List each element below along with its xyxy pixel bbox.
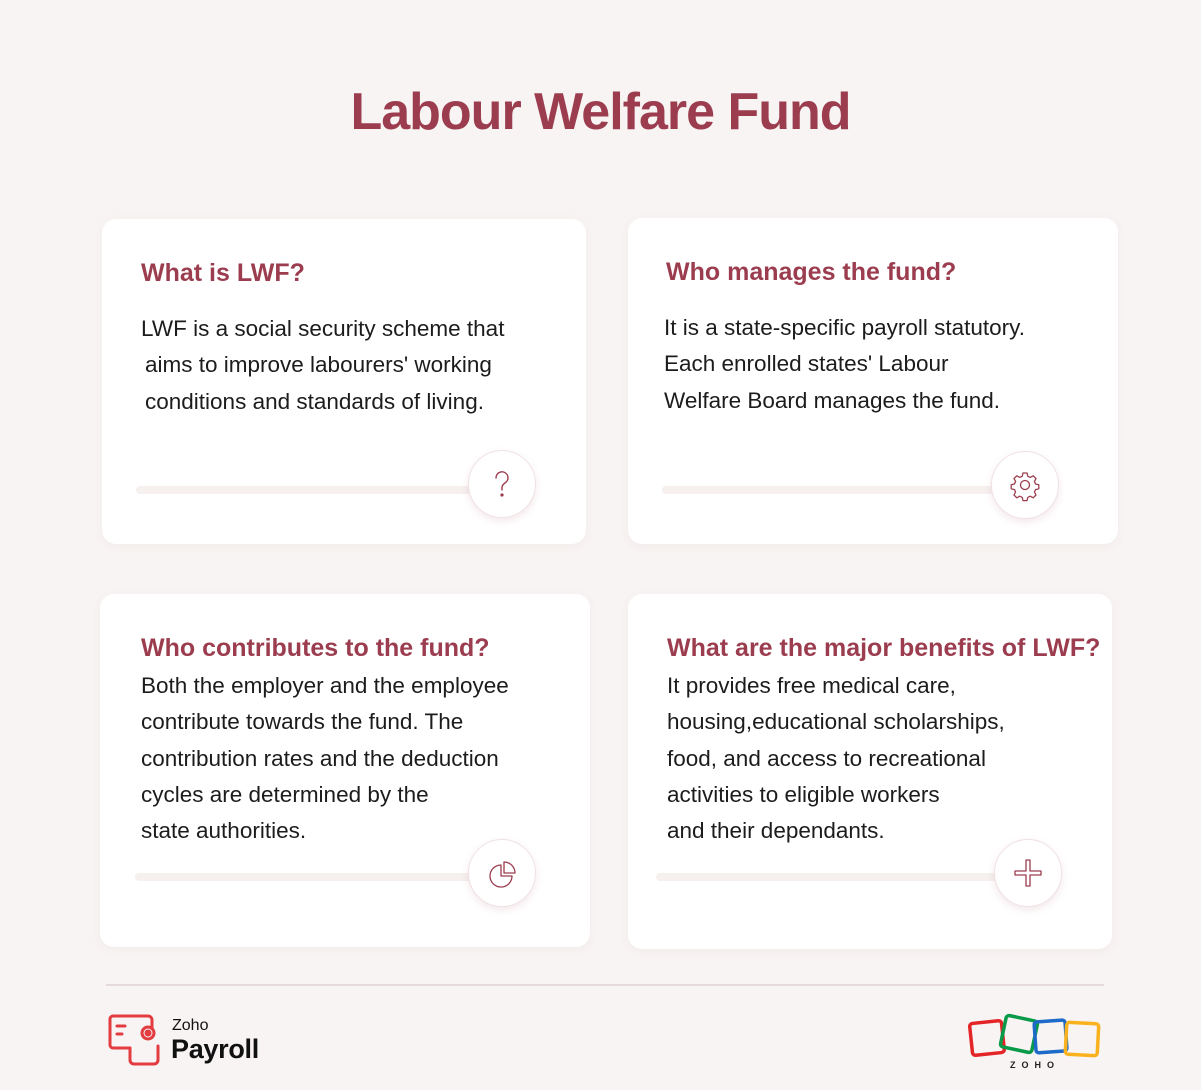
card-body [667, 668, 1005, 849]
pie-chart-icon [468, 839, 536, 907]
card-body-line: and their dependants. [667, 818, 885, 844]
card-major-benefits [628, 594, 1112, 949]
plus-icon [994, 839, 1062, 907]
card-who-manages [628, 218, 1118, 544]
card-body-line: It is a state-specific payroll statutory. [664, 315, 1025, 340]
payroll-brand-big: Payroll [171, 1034, 259, 1064]
card-body-line: state authorities. [141, 818, 307, 844]
card-body [141, 668, 509, 849]
card-title: Who contributes to the fund? [141, 634, 490, 662]
gear-icon [991, 451, 1059, 519]
zoho-logo-text: ZOHO [1010, 1060, 1060, 1070]
page-title: Labour Welfare Fund [350, 83, 851, 141]
card-body-line: Each enrolled states' Labour [664, 351, 949, 377]
footer-divider [106, 984, 1104, 986]
card-who-contributes [100, 594, 590, 947]
divider-bar [136, 486, 476, 494]
card-body-line: Welfare Board manages the fund. [664, 387, 1001, 413]
card-body-line: activities to eligible workers [667, 781, 940, 807]
card-title: What is LWF? [141, 259, 305, 287]
divider-bar [656, 873, 1001, 881]
card-body [664, 310, 1025, 419]
payroll-brand-small: Zoho [172, 1017, 209, 1034]
card-body-line: cycles are determined by the [141, 781, 429, 807]
card-body-line: contribute towards the fund. The [141, 709, 464, 735]
card-body-line: It provides free medical care, [667, 673, 956, 698]
card-body-line: Both the employer and the employee [141, 673, 509, 698]
card-title: What are the major benefits of LWF? [667, 634, 1101, 662]
zoho-logo-icon [968, 1013, 1102, 1059]
card-body-line: housing,educational scholarships, [667, 709, 1005, 735]
card-body-line: food, and access to recreational [667, 745, 986, 771]
question-icon [468, 450, 536, 518]
divider-bar [662, 486, 998, 494]
card-body [141, 311, 504, 420]
divider-bar [135, 873, 475, 881]
payroll-logo-icon [108, 1013, 164, 1067]
zoho-logo [968, 1013, 1102, 1073]
card-body-line: contribution rates and the deduction [141, 745, 499, 771]
card-body-line: aims to improve labourers' working [145, 352, 492, 378]
card-body-line: LWF is a social security scheme that [141, 316, 505, 341]
card-body-line: conditions and standards of living. [145, 388, 484, 414]
card-what-is-lwf [102, 219, 586, 544]
card-title: Who manages the fund? [666, 258, 957, 286]
